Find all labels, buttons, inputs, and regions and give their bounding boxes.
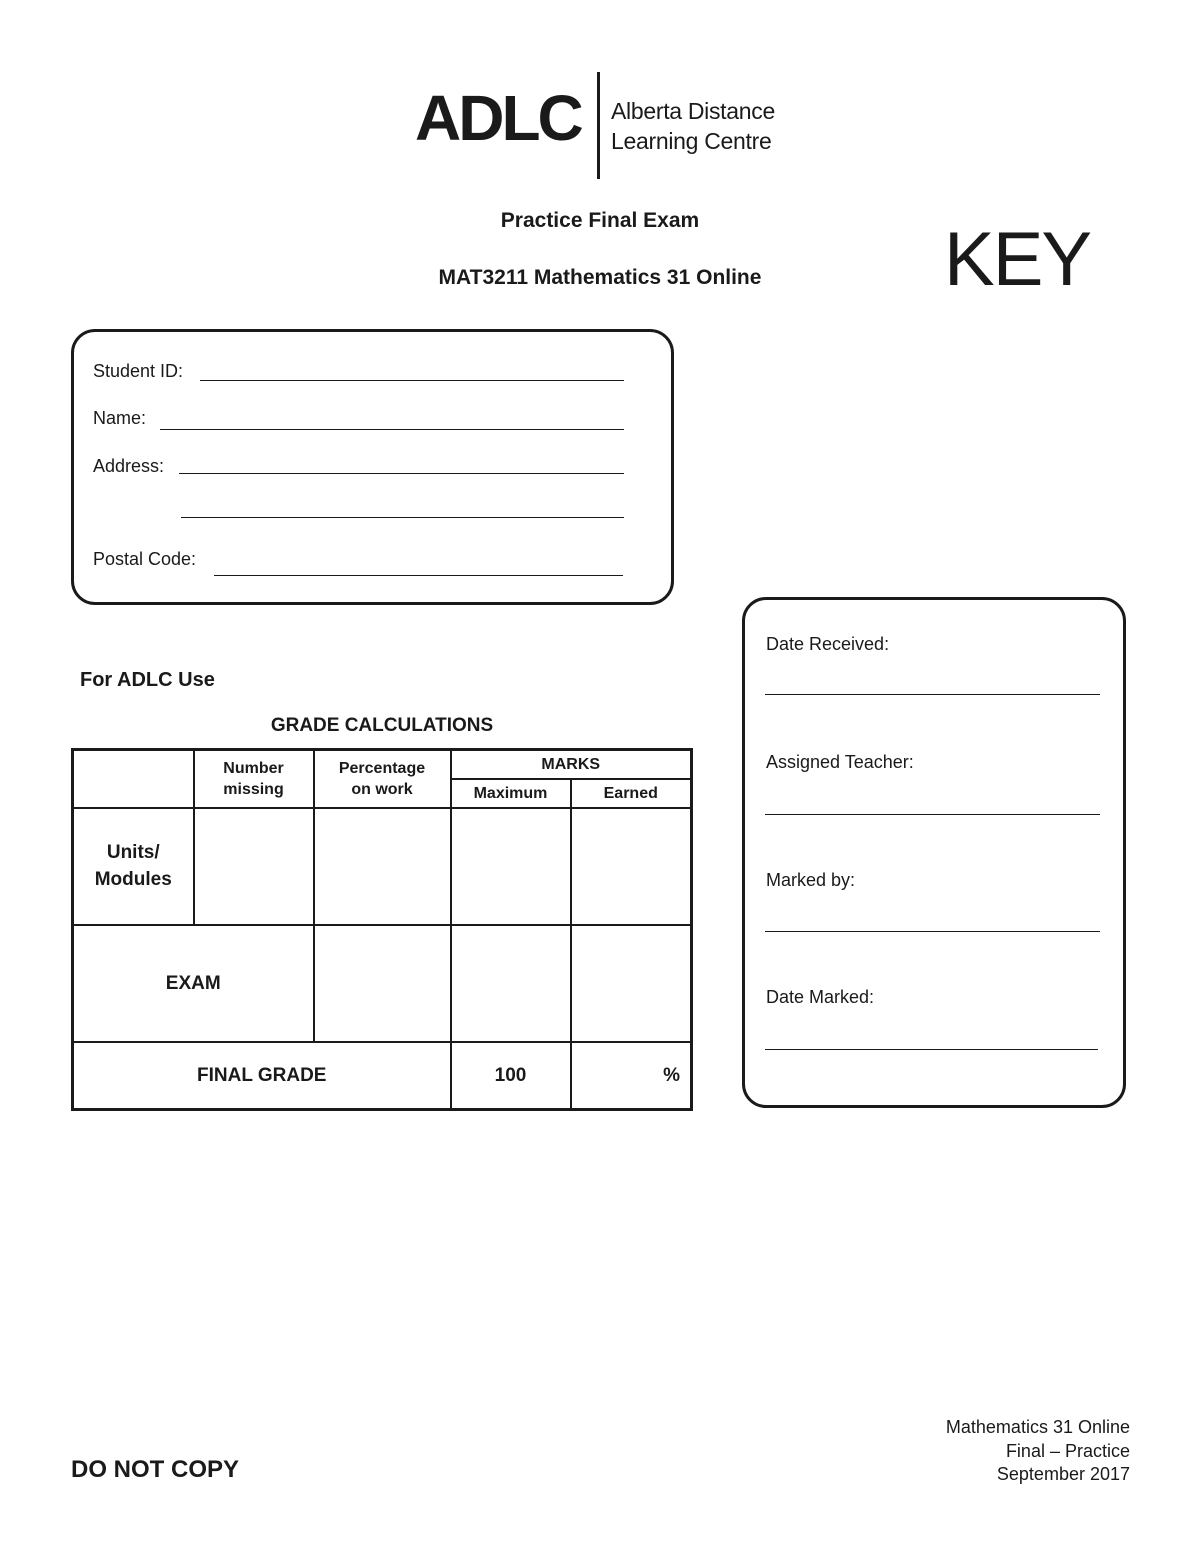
assigned-teacher-field[interactable] bbox=[765, 814, 1100, 815]
marked-by-field[interactable] bbox=[765, 931, 1100, 932]
logo-org-name bbox=[611, 96, 775, 156]
units-label-line1: Units/ bbox=[106, 842, 160, 863]
exam-maximum-cell[interactable] bbox=[451, 925, 571, 1042]
postal-code-label: Postal Code: bbox=[93, 549, 197, 569]
units-earned-cell[interactable] bbox=[571, 808, 692, 925]
units-label-line2: Modules bbox=[94, 869, 172, 890]
final-grade-maximum-cell: 100 bbox=[451, 1042, 571, 1110]
number-missing-header bbox=[194, 750, 314, 808]
table-corner-cell bbox=[73, 750, 194, 808]
footer-type: Final – Practice bbox=[1005, 1440, 1130, 1461]
earned-header: Earned bbox=[571, 779, 692, 808]
percentage-header bbox=[314, 750, 451, 808]
student-id-field[interactable] bbox=[200, 380, 624, 381]
student-id-label: Student ID: bbox=[93, 361, 184, 381]
date-marked-label: Date Marked: bbox=[766, 987, 875, 1007]
number-missing-header-line2: missing bbox=[223, 780, 284, 798]
grade-calculations-heading: GRADE CALCULATIONS bbox=[270, 715, 494, 736]
units-percentage-cell[interactable] bbox=[314, 808, 451, 925]
percentage-header-line2: on work bbox=[351, 780, 413, 798]
postal-code-field[interactable] bbox=[214, 575, 623, 576]
logo-org-line1: Alberta Distance bbox=[611, 98, 775, 124]
date-received-field[interactable] bbox=[765, 694, 1100, 695]
course-title: MAT3211 Mathematics 31 Online bbox=[438, 266, 762, 289]
footer-date: September 2017 bbox=[996, 1464, 1130, 1484]
exam-percentage-cell[interactable] bbox=[314, 925, 451, 1042]
do-not-copy-notice: DO NOT COPY bbox=[71, 1456, 240, 1483]
marking-info-box bbox=[742, 597, 1126, 1108]
logo-org-line2: Learning Centre bbox=[611, 128, 772, 154]
footer-course-info bbox=[840, 1416, 1130, 1487]
logo-divider bbox=[597, 72, 600, 179]
date-received-label: Date Received: bbox=[766, 634, 890, 654]
units-modules-row-label bbox=[73, 808, 194, 925]
percentage-header-line1: Percentage bbox=[338, 759, 426, 777]
address-field-line1[interactable] bbox=[179, 473, 624, 474]
units-maximum-cell[interactable] bbox=[451, 808, 571, 925]
address-field-line2[interactable] bbox=[181, 517, 624, 518]
grade-calculations-table bbox=[71, 748, 693, 1111]
name-field[interactable] bbox=[160, 429, 624, 430]
address-label: Address: bbox=[93, 456, 165, 476]
final-grade-earned-cell[interactable]: % bbox=[571, 1042, 692, 1110]
exam-row-label: EXAM bbox=[73, 925, 314, 1042]
footer-course: Mathematics 31 Online bbox=[945, 1417, 1130, 1437]
exam-earned-cell[interactable] bbox=[571, 925, 692, 1042]
date-marked-field[interactable] bbox=[765, 1049, 1098, 1050]
name-label: Name: bbox=[93, 408, 147, 428]
units-number-missing-cell[interactable] bbox=[194, 808, 314, 925]
adlc-logo-text: ADLC bbox=[415, 82, 581, 154]
number-missing-header-line1: Number bbox=[223, 759, 284, 777]
assigned-teacher-label: Assigned Teacher: bbox=[766, 752, 914, 772]
answer-key-label: KEY bbox=[944, 217, 1091, 302]
marks-header: MARKS bbox=[451, 750, 692, 779]
marked-by-label: Marked by: bbox=[766, 870, 856, 890]
maximum-header: Maximum bbox=[451, 779, 571, 808]
final-grade-row-label: FINAL GRADE bbox=[73, 1042, 451, 1110]
exam-title: Practice Final Exam bbox=[500, 209, 700, 232]
for-adlc-use-heading: For ADLC Use bbox=[80, 669, 215, 691]
